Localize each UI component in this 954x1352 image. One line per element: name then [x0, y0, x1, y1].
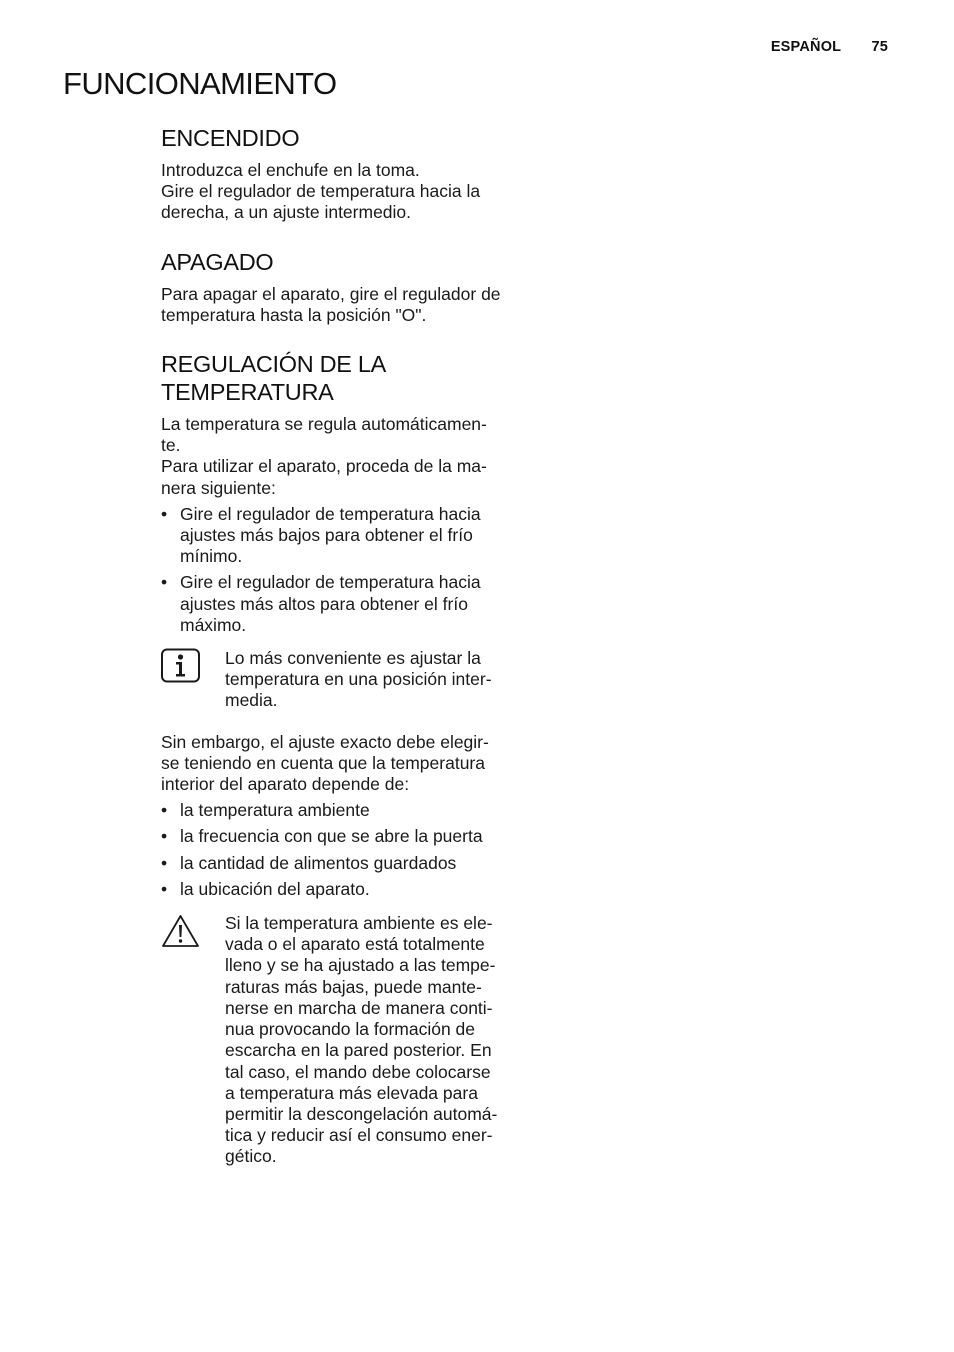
text-line: derecha, a un ajuste intermedio. — [161, 202, 412, 223]
factors-intro — [161, 732, 521, 796]
list-item — [161, 504, 521, 568]
info-icon — [161, 648, 201, 689]
section-heading-apagado: APAGADO — [161, 248, 274, 275]
list-item: • la frecuencia con que se abre la puerta — [161, 826, 521, 847]
text-line: tal caso, el mando debe colocarse — [225, 1061, 491, 1082]
text-line: nera siguiente: — [161, 477, 276, 498]
regulacion-intro — [161, 414, 521, 499]
text-line: tica y reducir así el consumo ener- — [225, 1125, 493, 1146]
text-line: vada o el aparato está totalmente — [225, 934, 485, 955]
text-line: ajustes más altos para obtener el frío — [180, 593, 468, 614]
text-line: te. — [161, 435, 181, 456]
text-line: a temperatura más elevada para — [225, 1082, 478, 1103]
text-line: Lo más conveniente es ajustar la — [225, 648, 481, 669]
page-number: 75 — [871, 39, 888, 55]
text-line: Gire el regulador de temperatura hacia — [180, 503, 481, 524]
apagado-paragraph — [161, 284, 521, 326]
text-line: Gire el regulador de temperatura hacia la — [161, 181, 481, 202]
warning-note-text — [225, 913, 521, 1167]
text-line: ajustes más bajos para obtener el frío — [180, 525, 473, 546]
text-line: nua provocando la formación de — [225, 1019, 476, 1040]
section-heading-regulacion — [161, 350, 521, 406]
regulation-steps-list — [161, 504, 521, 636]
text-line: escarcha en la pared posterior. En — [225, 1040, 492, 1061]
text-line: gético. — [225, 1146, 277, 1167]
header-language: ESPAÑOL — [770, 39, 842, 55]
main-content — [161, 124, 521, 1168]
text-line: Sin embargo, el ajuste exacto debe elegir- — [161, 731, 489, 752]
text-line: Gire el regulador de temperatura hacia — [180, 572, 481, 593]
text-line: temperatura hasta la posición "O". — [161, 304, 427, 325]
text-line: Si la temperatura ambiente es ele- — [225, 913, 493, 934]
text-line: La temperatura se regula automáticamen- — [161, 414, 487, 435]
text-line: nerse en marcha de manera conti- — [225, 997, 493, 1018]
heading-line: TEMPERATURA — [161, 379, 334, 406]
list-item: • la temperatura ambiente — [161, 800, 521, 821]
text-line: Para utilizar el aparato, proceda de la ma- — [161, 456, 487, 477]
warning-note — [161, 913, 521, 1167]
text-line: Para apagar el aparato, gire el regulador de — [161, 283, 501, 304]
list-item — [161, 572, 521, 636]
section-heading-encendido: ENCENDIDO — [161, 125, 300, 151]
text-line: permitir la descongelación automá- — [225, 1103, 498, 1124]
info-note-text — [225, 648, 521, 712]
page-header — [771, 39, 888, 55]
page-title: FUNCIONAMIENTO — [63, 66, 337, 101]
text-line: Introduzca el enchufe en la toma. — [161, 160, 420, 180]
text-line: raturas más bajas, puede mante- — [225, 976, 482, 997]
text-line: se teniendo en cuenta que la temperatura — [161, 752, 485, 773]
text-line: lleno y se ha ajustado a las tempe- — [225, 955, 496, 976]
heading-line: REGULACIÓN DE LA — [161, 351, 387, 378]
text-line: máximo. — [180, 614, 247, 635]
encendido-paragraph — [161, 160, 521, 224]
text-line: temperatura en una posición inter- — [225, 669, 492, 690]
text-line: interior del aparato depende de: — [161, 774, 410, 795]
factors-list — [161, 800, 521, 900]
text-line: mínimo. — [180, 546, 243, 567]
info-note — [161, 648, 521, 712]
list-item: • la cantidad de alimentos guardados — [161, 853, 521, 874]
text-line: media. — [225, 690, 278, 711]
warning-icon — [161, 913, 201, 954]
list-item: • la ubicación del aparato. — [161, 879, 521, 900]
